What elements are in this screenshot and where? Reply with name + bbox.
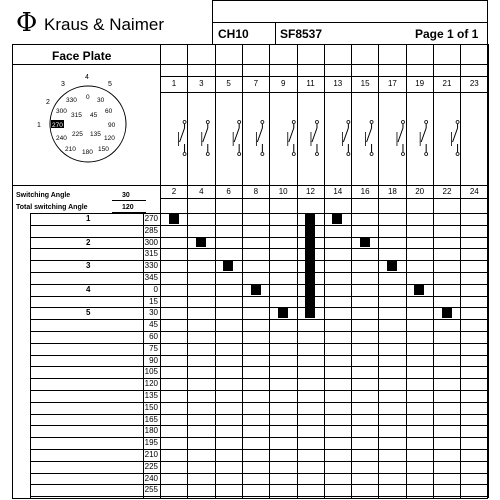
contact-symbol-icon	[452, 121, 460, 156]
logo-icon: Φ	[16, 8, 38, 38]
angle-label: 285	[144, 225, 158, 235]
dial-angle: 210	[65, 146, 76, 153]
contact-number-bottom: 20	[415, 187, 425, 196]
switching-angle-value: 30	[122, 192, 130, 199]
contact-symbol-icon	[179, 121, 187, 156]
total-switching-label: Total switching Angle	[16, 204, 88, 211]
contact-symbol-icon	[366, 121, 374, 156]
page-indicator: Page 1 of 1	[415, 27, 479, 41]
contact-number-top: 5	[226, 79, 231, 88]
angle-label: 60	[149, 332, 158, 341]
dial-angle: 330	[66, 97, 77, 104]
angle-label: 240	[144, 473, 158, 483]
contact-number-bottom: 22	[442, 187, 452, 196]
dial-angle: 315	[71, 112, 82, 119]
dial-angle: 45	[90, 112, 98, 119]
contact-symbol-icon	[311, 121, 319, 156]
angle-label: 135	[144, 391, 158, 400]
angle-label: 345	[144, 273, 158, 282]
company-name: Kraus & Naimer	[44, 15, 164, 34]
contact-number-bottom: 10	[278, 187, 288, 196]
contact-symbol-icon	[288, 121, 296, 156]
angle-label: 120	[144, 379, 158, 389]
angle-label: 330	[144, 261, 158, 271]
contact-number-top: 15	[360, 79, 370, 88]
position-label: 1	[86, 214, 91, 223]
angle-label: 150	[144, 402, 158, 412]
contact-number-bottom: 24	[469, 187, 479, 196]
contact-number-top: 11	[306, 79, 315, 88]
angle-label: 15	[149, 296, 158, 306]
angle-label: 255	[144, 485, 158, 495]
contact-number-top: 7	[253, 79, 259, 88]
position-label: 4	[86, 284, 91, 294]
contact-number-top: 19	[415, 79, 425, 88]
angle-label: 0	[153, 284, 158, 294]
dial-outer-label: 5	[108, 81, 112, 88]
contact-number-bottom: 4	[199, 187, 204, 196]
face-plate-title: Face Plate	[52, 49, 112, 63]
dial-angle: 300	[56, 108, 67, 115]
contact-number-bottom: 6	[226, 187, 231, 196]
dial-outer-label: 2	[46, 99, 50, 106]
angle-label: 165	[144, 414, 158, 424]
contact-symbol-icon	[420, 121, 428, 156]
contact-symbol-icon	[202, 121, 210, 156]
angle-label: 90	[149, 355, 158, 365]
dial-angle: 225	[72, 131, 83, 138]
position-label: 5	[86, 308, 91, 318]
contact-number-top: 13	[333, 79, 343, 88]
contact-number-bottom: 14	[333, 187, 343, 196]
dial-outer-label: 4	[85, 74, 89, 81]
dial-outer-label: 1	[37, 122, 41, 129]
contact-symbol-icon	[397, 121, 405, 156]
position-label: 3	[86, 261, 91, 271]
dial-angle: 120	[104, 135, 115, 142]
angle-label: 195	[144, 438, 158, 448]
position-label: 2	[86, 237, 91, 247]
angle-label: 210	[144, 450, 158, 459]
contact-number-bottom: 12	[306, 187, 315, 196]
angle-label: 180	[144, 426, 158, 436]
contact-number-bottom: 8	[253, 187, 259, 196]
dial-angle: 0	[86, 94, 90, 101]
angle-label: 300	[144, 237, 158, 247]
contact-symbol-icon	[233, 121, 241, 156]
dial-outer-label: 3	[61, 81, 65, 88]
series-label: CH10	[218, 27, 249, 41]
dial-angle: 240	[56, 135, 67, 142]
contact-number-bottom: 16	[360, 187, 370, 196]
angle-label: 45	[149, 320, 158, 330]
dial-angle: 270	[52, 122, 63, 129]
contact-number-bottom: 2	[171, 187, 177, 196]
dial-angle: 150	[98, 146, 109, 153]
angle-label: 225	[144, 461, 158, 471]
dial-angle: 90	[108, 122, 116, 129]
dial-angle: 30	[97, 97, 105, 104]
angle-label: 75	[149, 343, 158, 353]
contact-number-top: 23	[469, 79, 479, 88]
contact-number-top: 9	[280, 79, 286, 88]
switching-angle-label: Switching Angle	[16, 192, 71, 199]
dial-angle: 180	[82, 149, 93, 156]
contact-number-bottom: 18	[387, 187, 397, 196]
contact-number-top: 1	[171, 79, 177, 88]
contact-number-top: 3	[199, 79, 204, 88]
contact-symbol-icon	[256, 121, 264, 156]
angle-label: 270	[144, 214, 158, 223]
total-switching-value: 120	[122, 204, 134, 211]
contact-symbol-icon	[342, 121, 350, 156]
angle-label: 30	[149, 308, 158, 318]
dial-angle: 60	[105, 108, 113, 115]
angle-label: 105	[144, 367, 158, 377]
contact-number-top: 21	[442, 79, 452, 88]
angle-label: 315	[144, 249, 158, 259]
contact-number-top: 17	[387, 79, 397, 88]
part-number: SF8537	[280, 27, 323, 41]
dial-angle: 135	[90, 131, 101, 138]
